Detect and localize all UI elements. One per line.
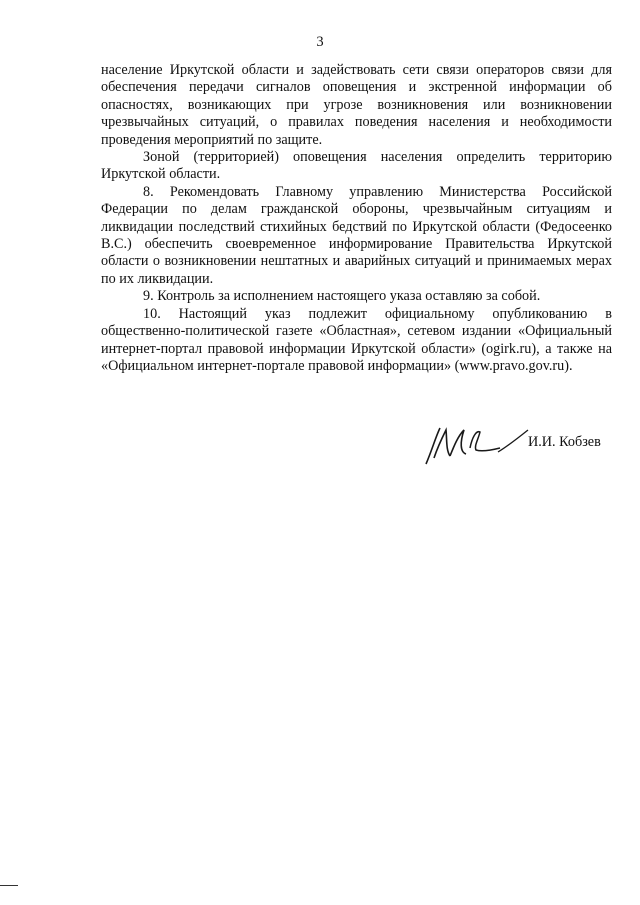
paragraph-continuation: население Иркутской области и задействовать сети связи операторов связи для обеспечения передачи сигналов оповещения и экстренной информации об опасностях, возникающих при угрозе возникновения или возникновении чрезвычайных ситуаций, о правилах поведения населения и необходимости проведения мероприятий по защите. — [101, 62, 612, 148]
document-body — [101, 62, 612, 375]
paragraph-item-8: 8. Рекомендовать Главному управлению Министерства Российской Федерации по делам гражданской обороны, чрезвычайным ситуациям и ликвидации последствий стихийных бедствий по Иркутской области (Федосеенко В.С.) обеспечить своевременное информирование Правительства Иркутской области о возникновении нештатных и аварийных ситуаций и принимаемых мерах по их ликвидации. — [101, 183, 612, 287]
paragraph-item-10: 10. Настоящий указ подлежит официальному опубликованию в общественно-политической газете «Областная», сетевом издании «Официальный интернет-портал правовой информации Иркутской области» (ogirk.ru), а также на «Официальном интернет-портале правовой информации» (www.pravo.gov.ru). — [101, 305, 612, 374]
page-number: 3 — [316, 34, 324, 50]
signature-block — [420, 420, 620, 480]
handwritten-signature — [420, 420, 530, 470]
page-edge-mark — [0, 885, 18, 886]
signatory-name: И.И. Кобзев — [528, 434, 601, 450]
paragraph-item-9: 9. Контроль за исполнением настоящего указа оставляю за собой. — [143, 288, 541, 305]
paragraph-notification-zone: Зоной (территорией) оповещения населения определить территорию Иркутской области. — [101, 149, 612, 183]
